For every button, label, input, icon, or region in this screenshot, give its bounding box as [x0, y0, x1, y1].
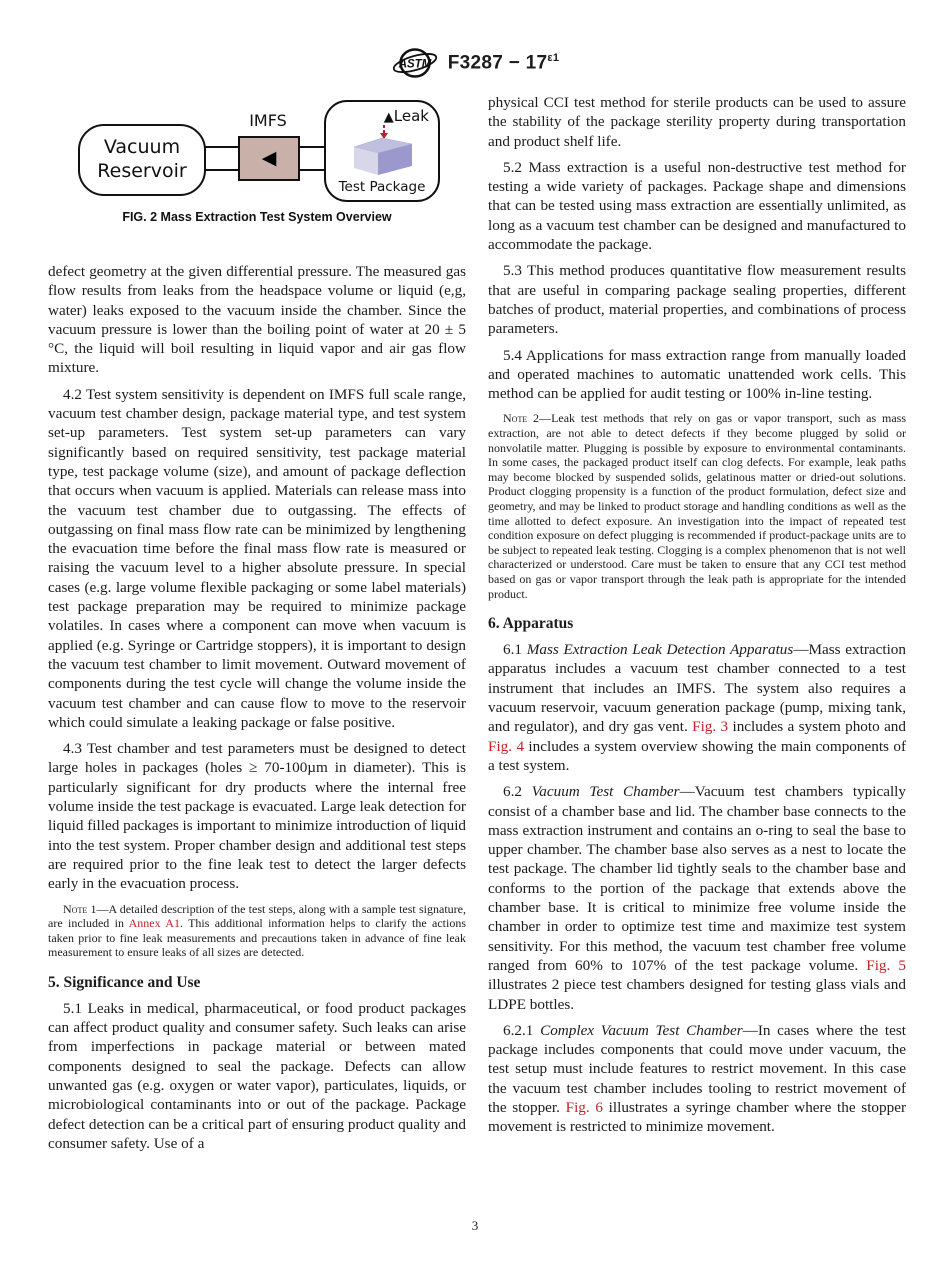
text-run: defect geometry at the given differential pressure. The measured gas flow results from leaks from the headspace volume or liquid (e,g, water) leaks exposed to the vacuum inside the chamber. Since the vacuum pressure is lower than the boiling point of water at 20 ± 5 °C, the liquid will boil resulting in liquid vapor and air gas flow mixture.: [48, 263, 466, 377]
link-fig-5[interactable]: Fig. 5: [866, 956, 906, 974]
page-footer: [0, 1218, 950, 1234]
vacuum-reservoir-box: [78, 124, 206, 196]
text-run: 6.2: [503, 783, 532, 801]
test-package-label: Test Package: [338, 179, 426, 195]
text-run: 6.2.1: [503, 1021, 541, 1039]
text-run: —Mass extraction apparatus includes a vacuum test chamber connected to a test instrument that includes an IMFS. The system also requires a vacuum reservoir, vacuum generation package (pump, mixing tank, and regulator), and dry gas vent.: [488, 641, 906, 736]
text-run: 5.4 Applications for mass extraction range from manually loaded and operated machines to automatic unattended work cells. This method can be applied for audit testing or 100% in-line testing.: [488, 346, 906, 403]
leak-triangle-icon: ▲: [383, 110, 394, 125]
astm-logo-icon: [391, 46, 439, 80]
heading-5-significance-and-use: [48, 973, 466, 992]
link-fig-6[interactable]: Fig. 6: [565, 1099, 603, 1116]
text-run: 6.1: [503, 641, 527, 659]
document-number: $F3287 - 17^{\varepsilon 1}$: [447, 51, 560, 74]
page-header: [0, 46, 950, 80]
text-run: —Vacuum test chambers typically consist of a chamber base and lid. The chamber base connects to the mass extraction instrument and contains an o-ring to seal the base to upper chamber. The chamber base also serves as a nest to locate the test package. The chamber lid tightly seals to the chamber base and conforms to the portion of the package that extends above the chamber base. It is critical to minimize free volume inside the chamber in order to optimize test time and maximize test system sensitivity. For this method, the vacuum test chamber free volume ranged from 60% to 107% of the test package volume.: [488, 783, 906, 974]
right-column: [488, 93, 906, 1153]
package-cuboid-icon: [344, 134, 420, 176]
text-run: 5.2 Mass extraction is a useful non-destructive test method for testing a wide variety of packages. Package shape and dimensions that can be tested using mass extraction are essentially unlimited, as long as a vacuum test chamber can be designed and manufactured to accommodate the package.: [488, 158, 906, 254]
text-run: Vacuum Test Chamber: [531, 783, 680, 801]
text-run: Leak test methods that rely on gas or vapor transport, such as mass extraction, are not able to detect defects if they become plugged by solid or nonvolatile matter. Plugging is possible by exposure to environmental contaminants. In some cases, the packaged product itself can clog defects. For example, leak paths may become blocked by suspended solids, gelatinous matter or dried-out solutions. Product clogging propensity is a function of the product formulation, defect size and geometry, and may be linked to product storage and handling conditions as well as the time allotted to defect exposure. An investigation into the impact of repeated test condition exposure on defect plugging is recommended if product-package units are to be subject to repeated leak testing. Clogging is a complex phenomenon that is not well characterized or understood. Care must be taken to ensure that any CCI test method based on gas or vapor transport through the leak path is appropriate for the intended product.: [488, 411, 906, 601]
imfs-label: IMFS: [249, 111, 287, 130]
para-5-1-cont: [488, 93, 906, 151]
para-4-1-cont: [48, 262, 466, 378]
heading-6-apparatus: [488, 614, 906, 633]
para-5-2: [488, 158, 906, 254]
note-1: [48, 902, 466, 960]
text-run: 5. Significance and Use: [48, 973, 201, 991]
para-6-2: [488, 782, 906, 1014]
para-6-2-1: [488, 1021, 906, 1137]
text-run: —In cases where the test package includes components that could move under vacuum, the test setup must include features to restrict movement. In this case the vacuum test chamber includes tooling to restrict movement of the stopper.: [488, 1021, 906, 1116]
vacuum-reservoir-label-line1: Vacuum: [103, 136, 181, 159]
document-edition-superscript: ε1: [547, 51, 560, 64]
text-run: 5.1 Leaks in medical, pharmaceutical, or food product packages can affect product quality and consumer safety. Such leaks can arise from imperfections in package material or between mated components designed to seal the package. Defects can allow unwanted gas (e.g. oxygen or water vapor), particulates, liquids, or microbiological contaminants into or out of the package. Package defect detection can be a critical part of ensuring product quality and consumer safety. Use of a: [48, 999, 466, 1152]
link-fig-3[interactable]: Fig. 3: [692, 718, 729, 736]
svg-text:ASTM: ASTM: [398, 58, 431, 71]
text-run: 4.2 Test system sensitivity is dependent on IMFS full scale range, vacuum test chamber design, package material type, and test system set-up parameters. Test system set-up parameters can vary significantly based on required sensitivity, test package material type, test package volume (size), and amount of package deflection that occurs when vacuum is applied. Materials can release mass into the vacuum test chamber due to outgassing. The effects of outgassing on final mass flow rate can be minimized by lengthening the evacuation time before the final mass flow rate is measured or raising the vacuum level to a higher absolute pressure. In special cases (e.g. large volume flexible packaging or some label materials) test package preparation may be required to minimize package volatiles. In cases where a component can move when vacuum is applied (e.g. Syringe or Cartridge stoppers), it is important to design the vacuum test chamber to limit movement. Outward movement of components during the test cycle will change the volume inside the vacuum test chamber and can cause flow to move to the reservoir which could simulate a leaking package or false positive.: [48, 385, 466, 731]
text-run: illustrates 2 piece test chambers designed for testing glass vials and LDPE bottles.: [488, 976, 906, 1013]
flow-direction-triangle-icon: ◀: [261, 147, 277, 169]
left-column: [48, 93, 466, 1153]
figure-2-mass-extraction-diagram: [48, 98, 466, 230]
leak-label: Leak: [393, 107, 429, 125]
text-run: A detailed description of the test steps, along with a sample test signature, are included in: [48, 901, 466, 931]
leak-annotation: [384, 107, 429, 125]
text-run: includes a system overview showing the main components of a test system.: [488, 737, 906, 774]
text-run: physical CCI test method for sterile products can be used to assure the stability of the package sterility property during transportation and product shelf life.: [488, 94, 906, 150]
para-5-1: [48, 999, 466, 1153]
para-4-2: [48, 385, 466, 732]
text-run: illustrates a syringe chamber where the stopper movement is restricted to minimize movement.: [488, 1099, 907, 1136]
text-run: 4.3 Test chamber and test parameters must be designed to detect large holes in packages (holes ≥ 70-100µm in diameter). This is particularly significant for dry products where the internal free volume inside the test package is evacuated. Large leak detection for liquid filled packages is important to minimize introduction of liquid into the test system. Proper chamber design and additional test steps are required prior to the fine leak test to detect the larger defects early in the evacuation process.: [48, 740, 467, 893]
link-annex-a1[interactable]: Annex A1: [128, 916, 180, 931]
two-column-body: [48, 93, 906, 1153]
text-run: Complex Vacuum Test Chamber: [540, 1021, 743, 1039]
pipe-reservoir-to-imfs: [200, 146, 240, 171]
page-number: 3: [471, 1218, 479, 1233]
para-4-3: [48, 739, 466, 893]
para-6-1: [488, 640, 906, 775]
vacuum-reservoir-label-line2: Reservoir: [97, 160, 187, 182]
note-2: [488, 411, 906, 601]
para-5-4: [488, 346, 906, 404]
figure-2-caption: FIG. 2 Mass Extraction Test System Overview: [122, 210, 392, 224]
text-run: Note 2—: [503, 411, 552, 426]
text-run: 5.3 This method produces quantitative flow measurement results that are useful in comparing package sealing properties, different batches of product, material properties, and combinations of process parameters.: [488, 262, 906, 338]
test-package-chamber: [324, 100, 440, 202]
text-run: . This additional information helps to clarify the actions taken prior to fine leak measurements and precautions taken in advance of fine leak measurement to ensure leaks of all sizes are detected.: [48, 916, 467, 960]
text-run: Note 1—: [63, 901, 109, 916]
text-run: includes a system photo and: [728, 718, 906, 736]
text-run: 6. Apparatus: [488, 615, 574, 633]
text-run: Mass Extraction Leak Detection Apparatus: [526, 641, 794, 659]
imfs-box: [238, 136, 300, 181]
para-5-3: [488, 261, 906, 338]
link-fig-4[interactable]: Fig. 4: [488, 737, 525, 755]
left-column-text: [48, 262, 466, 1153]
